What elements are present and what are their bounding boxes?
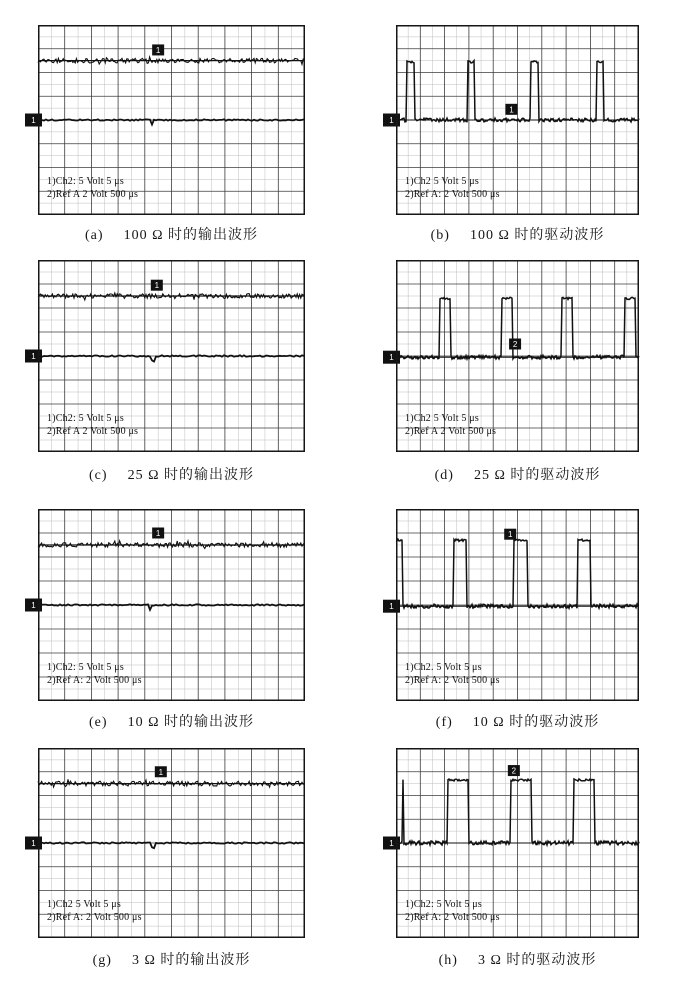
scope-panel-f [389, 509, 639, 701]
scope-readout-line2: 2)Ref A 2 Volt 500 μs [47, 425, 139, 437]
scope-readout [47, 412, 138, 438]
svg-text:2: 2 [512, 340, 518, 349]
svg-text:1: 1 [31, 352, 36, 361]
caption-label: (b) [430, 228, 450, 243]
scope-readout [47, 898, 142, 924]
panel-caption-g [38, 949, 305, 969]
svg-text:1: 1 [389, 839, 394, 848]
caption-label: (f) [435, 715, 453, 730]
scope-readout [47, 175, 138, 201]
svg-text:1: 1 [155, 45, 161, 55]
caption-text: 3 Ω 时的输出波形 [131, 953, 251, 968]
scope-readout-line1: 1)Ch2: 5 Volt 5 μs [405, 899, 482, 911]
scope-readout [47, 661, 142, 687]
svg-text:1: 1 [155, 529, 161, 538]
scope-readout-line1: 1)Ch2: 5 Volt 5 μs [47, 661, 124, 673]
panel-caption-d [396, 464, 639, 484]
panel-caption-c [38, 464, 305, 484]
scope-readout-line2: 2)Ref A: 2 Volt 500 μs [405, 674, 500, 686]
svg-text:1: 1 [158, 767, 164, 777]
scope-readout [405, 661, 500, 687]
caption-text: 100 Ω 时的驱动波形 [469, 228, 605, 243]
scope-readout [405, 412, 496, 438]
panel-caption-b [396, 224, 639, 244]
caption-text: 100 Ω 时的输出波形 [123, 228, 258, 243]
svg-text:2: 2 [511, 766, 517, 776]
scope-panel-g [31, 748, 305, 938]
scope-panel-c [31, 260, 305, 452]
caption-text: 25 Ω 时的输出波形 [127, 468, 254, 483]
scope-readout-line1: 1)Ch2. 5 Volt 5 μs [405, 661, 482, 673]
scope-readout [405, 898, 500, 924]
svg-text:1: 1 [31, 116, 36, 125]
caption-label: (a) [85, 228, 104, 243]
scope-panel-e [31, 509, 305, 701]
scope-readout-line1: 1)Ch2 5 Volt 5 μs [405, 412, 479, 424]
caption-text: 3 Ω 时的驱动波形 [477, 953, 597, 968]
svg-text:1: 1 [31, 601, 36, 610]
caption-label: (g) [92, 953, 112, 968]
scope-readout-line1: 1)Ch2 5 Volt 5 μs [405, 176, 479, 188]
scope-readout-line2: 2)Ref A: 2 Volt 500 μs [405, 189, 500, 201]
panel-caption-e [38, 711, 305, 731]
caption-text: 10 Ω 时的输出波形 [127, 715, 254, 730]
svg-text:1: 1 [389, 353, 394, 363]
caption-label: (h) [438, 953, 458, 968]
svg-text:1: 1 [389, 116, 394, 125]
scope-readout-line1: 1)Ch2: 5 Volt 5 μs [47, 176, 124, 188]
caption-label: (e) [89, 715, 108, 730]
scope-readout-line2: 2)Ref A 2 Volt 500 μs [47, 189, 139, 201]
svg-text:1: 1 [154, 281, 160, 291]
svg-text:1: 1 [509, 105, 514, 115]
scope-readout-line2: 2)Ref A: 2 Volt 500 μs [47, 674, 142, 686]
scope-readout-line2: 2)Ref A: 2 Volt 500 μs [47, 912, 142, 924]
scope-readout-line1: 1)Ch2: 5 Volt 5 μs [47, 412, 124, 424]
scope-panel-a [31, 25, 305, 215]
scope-readout [405, 175, 500, 201]
scope-readout-line2: 2)Ref A 2 Volt 500 μs [405, 425, 497, 437]
panel-caption-f [396, 711, 639, 731]
caption-label: (c) [89, 468, 108, 483]
svg-text:1: 1 [31, 839, 36, 848]
scope-readout-line1: 1)Ch2 5 Volt 5 μs [47, 899, 121, 911]
caption-text: 25 Ω 时的驱动波形 [473, 468, 601, 483]
caption-text: 10 Ω 时的驱动波形 [472, 715, 600, 730]
scope-readout-line2: 2)Ref A: 2 Volt 500 μs [405, 912, 500, 924]
scope-panel-h [389, 748, 639, 938]
scope-panel-d [389, 260, 639, 452]
caption-label: (d) [434, 468, 454, 483]
panel-caption-h [396, 949, 639, 969]
panel-caption-a [38, 224, 305, 244]
svg-text:1: 1 [389, 602, 394, 612]
scope-panel-b [389, 25, 639, 215]
svg-text:1: 1 [507, 530, 513, 540]
